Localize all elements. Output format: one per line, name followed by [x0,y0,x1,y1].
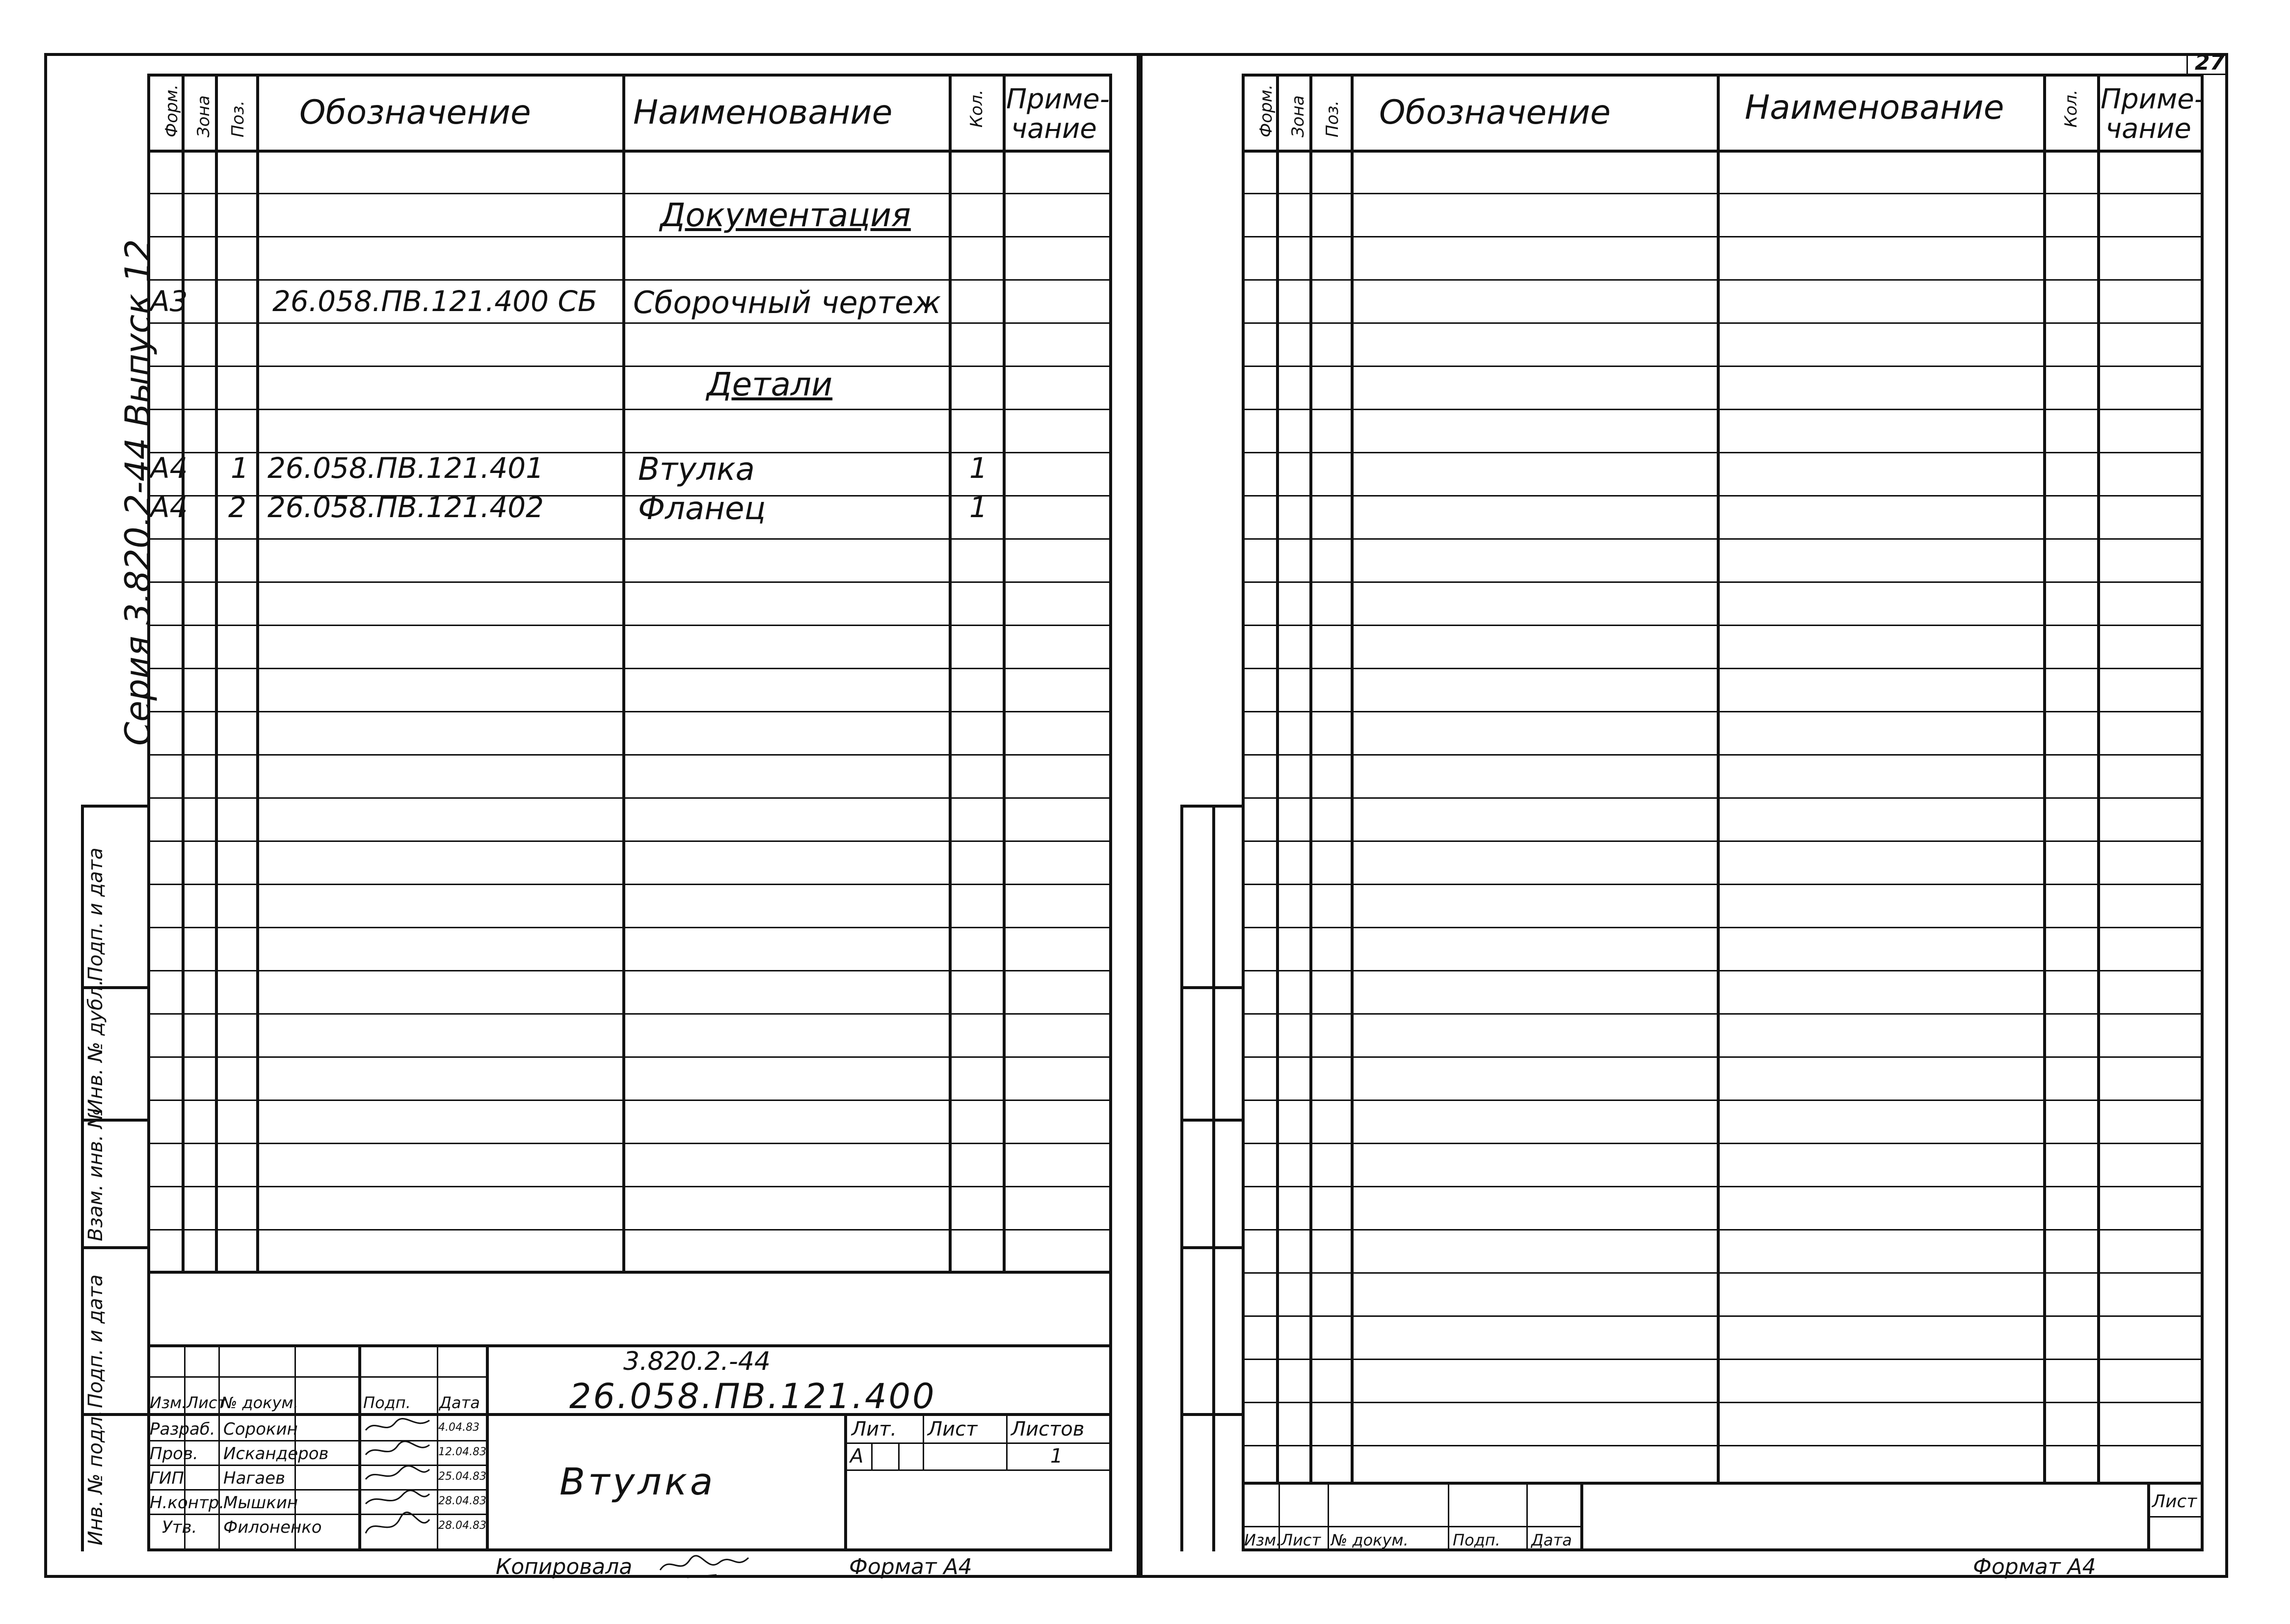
tb-sheet-label: Лист [928,1418,978,1441]
right-tb-col-doc: № докум. [1331,1531,1409,1549]
sig-name-4: Мышкин [223,1493,298,1513]
table-row-line [1242,495,2204,497]
table-row-line [1242,279,2204,281]
sig-name-2: Искандеров [223,1444,329,1464]
table-row-line [147,581,1112,583]
sig-name-3: Нагаев [223,1468,286,1488]
table-row-line [1242,1143,2204,1144]
right-tb-col-izm: Изм. [1244,1531,1281,1549]
row-4-designation: 26.058.ПВ.121.402 [267,491,544,524]
table-row-line [147,322,1112,324]
table-row-line [1242,1186,2204,1187]
copier-signature [658,1550,751,1585]
tb-letter-label: Лит. [852,1418,897,1441]
right-footer-format: Формат А4 [1973,1554,2096,1579]
left-header-note-2: чание [1011,113,1097,145]
sig-date-5: 28.04.83 [438,1519,486,1532]
row-4-position: 2 [228,491,246,524]
table-row-line [1242,970,2204,971]
table-row-line [147,840,1112,842]
row-details-heading: Детали [707,366,833,403]
row-3-quantity: 1 [969,451,987,485]
table-row-line [147,1186,1112,1187]
left-header-note-1: Приме- [1006,83,1110,115]
right-header-designation: Обозначение [1379,93,1611,132]
sig-role-5: Утв. [162,1518,197,1537]
sig-role-3: ГИП [150,1468,184,1488]
right-header-name: Наименование [1745,88,2004,127]
table-row-line [147,279,1112,281]
tb-title: Втулка [559,1460,716,1503]
table-row-line [1242,927,2204,928]
sig-name-1: Сорокин [223,1419,298,1439]
table-row-line [147,236,1112,237]
table-row-line [1242,236,2204,237]
table-row-line [1242,840,2204,842]
left-header-name: Наименование [633,93,893,132]
row-3-designation: 26.058.ПВ.121.401 [267,451,544,485]
table-row-line [1242,884,2204,885]
table-row-line [147,538,1112,540]
table-row-line [1242,1056,2204,1058]
row-3-format: A4 [150,451,188,485]
right-header-note-1: Приме- [2101,83,2204,115]
table-row-line [1242,1229,2204,1231]
table-row-line [147,1229,1112,1231]
right-tb-sheet-label: Лист [2152,1492,2197,1512]
right-header-zone: Зона [1288,95,1308,137]
left-header-designation: Обозначение [299,93,531,132]
table-row-line [1242,1402,2204,1403]
table-row-line [1242,797,2204,799]
table-row-line [147,970,1112,971]
table-row-line [147,797,1112,799]
row-1-format: A3 [150,285,188,318]
row-4-format: A4 [150,491,188,524]
right-inner-frame [1242,74,2204,1551]
row-4-quantity: 1 [969,491,987,524]
table-row-line [1242,711,2204,712]
left-header-zone: Зона [194,95,213,137]
table-row-line [1242,1100,2204,1101]
table-row-line [1242,1315,2204,1317]
margin-label-2: Инв. № дубл. [84,979,107,1114]
right-header-position: Поз. [1323,100,1342,137]
table-row-line [147,754,1112,756]
margin-label-5: Инв. № подл. [84,1410,107,1545]
sig-role-2: Пров. [150,1444,198,1464]
table-row-line [1242,1272,2204,1274]
tb-col-sign: Подп. [363,1393,411,1412]
footer-copied: Копировала [496,1554,633,1579]
table-row-line [1242,452,2204,453]
left-header-format: Форм. [162,84,182,137]
sig-role-4: Н.контр. [150,1493,225,1513]
table-row-line [1242,538,2204,540]
sig-name-5: Филоненко [223,1518,322,1537]
table-row-line [147,884,1112,885]
signature-scribbles [361,1415,434,1548]
right-tb-col-date: Дата [1531,1531,1572,1549]
table-row-line [1242,754,2204,756]
table-row-line [147,193,1112,194]
right-header-note-2: чание [2105,113,2191,145]
table-row-line [1242,1445,2204,1446]
tb-col-date: Дата [439,1393,480,1412]
tb-sheets-label: Листов [1011,1418,1085,1441]
table-row-line [147,409,1112,410]
table-row-line [147,625,1112,626]
right-header-quantity: Кол. [2061,89,2081,128]
tb-doc-number: 26.058.ПВ.121.400 [569,1376,936,1416]
tb-sheets-value: 1 [1050,1445,1063,1467]
tb-col-doc: № докум. [221,1393,298,1412]
left-header-quantity: Кол. [967,89,986,128]
sig-date-2: 12.04.83 [438,1446,486,1458]
right-tb-col-list: Лист [1281,1531,1321,1549]
tb-col-list: Лист [186,1393,227,1412]
tb-letter-value: A [850,1445,864,1467]
table-row-line [1242,581,2204,583]
sig-role-1: Разраб. [150,1419,215,1439]
margin-label-1: Подп. и дата [84,847,107,981]
row-documentation-heading: Документация [660,196,911,234]
margin-label-4: Подп. и дата [84,1274,107,1408]
right-header-format: Форм. [1256,84,1276,137]
table-row-line [147,668,1112,669]
table-row-line [147,1100,1112,1101]
table-row-line [1242,1359,2204,1360]
row-1-designation: 26.058.ПВ.121.400 СБ [272,285,597,318]
sig-date-4: 28.04.83 [438,1495,486,1507]
table-row-line [147,711,1112,712]
row-1-name: Сборочный чертеж [633,285,941,320]
table-row-line [147,1056,1112,1058]
row-4-name: Фланец [638,491,766,527]
sig-date-3: 25.04.83 [438,1470,486,1483]
table-row-line [147,1013,1112,1015]
row-3-position: 1 [231,451,249,485]
page-number: 27 [2195,50,2225,75]
table-row-line [147,1143,1112,1144]
table-row-line [1242,409,2204,410]
table-row-line [1242,668,2204,669]
table-row-line [1242,366,2204,367]
row-3-name: Втулка [638,451,755,488]
table-row-line [147,927,1112,928]
table-row-line [1242,193,2204,194]
table-row-line [1242,322,2204,324]
table-row-line [1242,625,2204,626]
margin-label-3: Взам. инв. № [84,1108,107,1241]
side-series-label: Серия 3.820.2-44 Выпуск 12 [118,239,158,746]
table-row-line [147,366,1112,367]
left-header-position: Поз. [228,100,248,137]
tb-doc-series: 3.820.2.-44 [623,1347,771,1376]
right-tb-col-sign: Подп. [1453,1531,1500,1549]
tb-col-izm: Изм. [150,1393,187,1412]
sig-date-1: 4.04.83 [438,1421,479,1434]
table-row-line [1242,1013,2204,1015]
footer-format: Формат А4 [849,1554,972,1579]
